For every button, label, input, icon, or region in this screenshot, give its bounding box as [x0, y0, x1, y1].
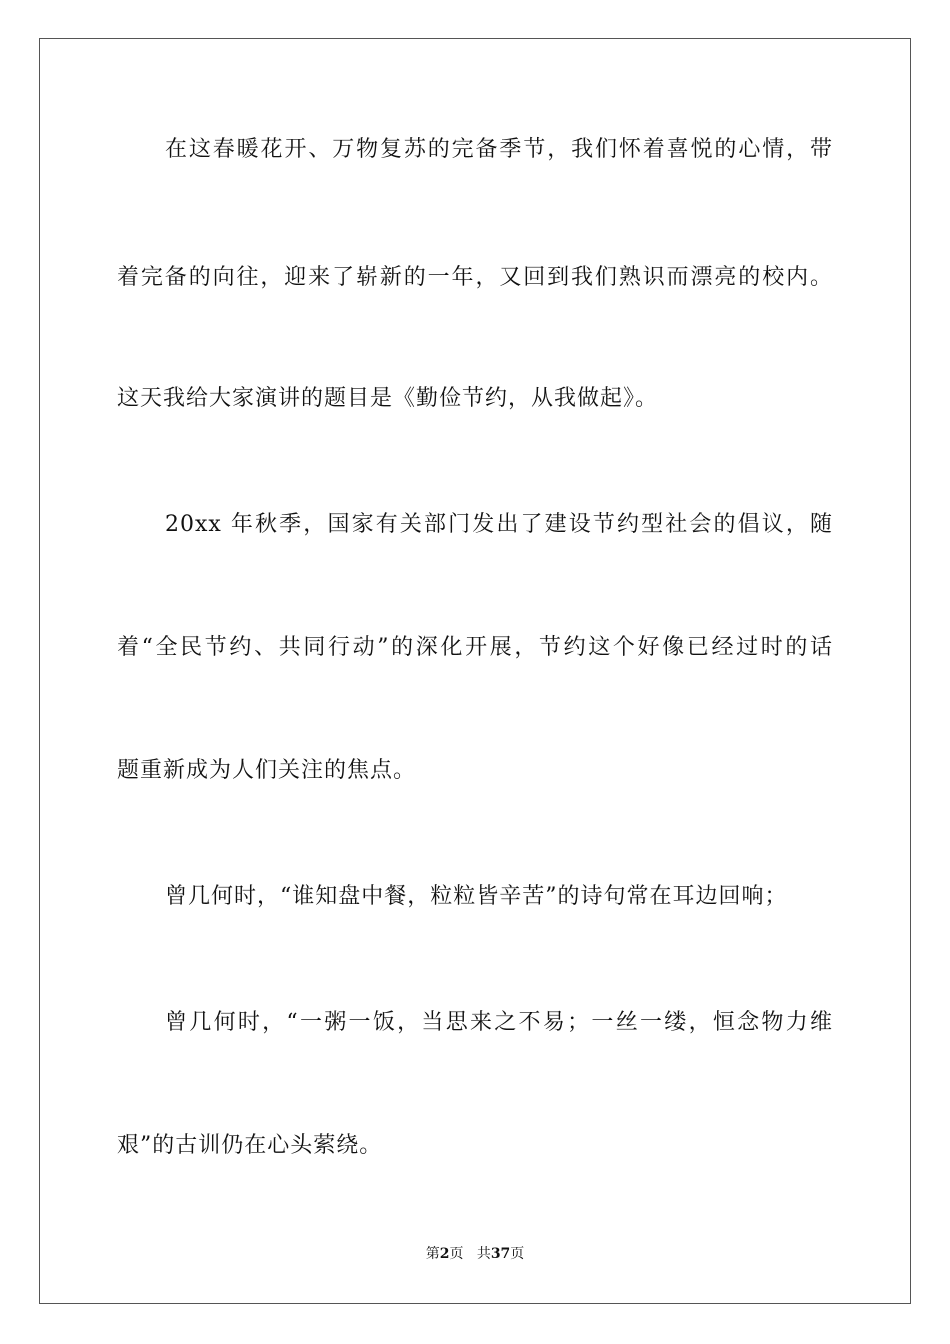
paragraph-line: 题重新成为人们关注的焦点。	[117, 758, 417, 783]
paragraph-line: 着完备的向往，迎来了崭新的一年，又回到我们熟识而漂亮的校内。	[117, 265, 833, 290]
paragraph-line: 艰”的古训仍在心头萦绕。	[117, 1133, 383, 1158]
page-number: 2	[439, 1246, 450, 1262]
total-suffix: 页	[510, 1246, 525, 1262]
page-footer	[0, 1244, 950, 1264]
paragraph-line: 着“全民节约、共同行动”的深化开展，节约这个好像已经过时的话	[117, 635, 833, 660]
paragraph-line: 在这春暖花开、万物复苏的完备季节，我们怀着喜悦的心情，带	[165, 137, 833, 162]
page-suffix: 页	[449, 1246, 464, 1262]
total-prefix: 共	[476, 1246, 491, 1262]
total-pages: 37	[490, 1246, 511, 1262]
paragraph-line: 这天我给大家演讲的题目是《勤俭节约，从我做起》。	[117, 386, 659, 411]
page-border	[39, 38, 911, 1304]
page-prefix: 第	[425, 1246, 440, 1262]
paragraph-line: 曾几何时，“谁知盘中餐，粒粒皆辛苦”的诗句常在耳边回响；	[165, 884, 788, 909]
paragraph-line: 曾几何时，“一粥一饭，当思来之不易；一丝一缕，恒念物力维	[165, 1010, 833, 1035]
paragraph-line: 20xx 年秋季，国家有关部门发出了建设节约型社会的倡议，随	[165, 512, 833, 537]
